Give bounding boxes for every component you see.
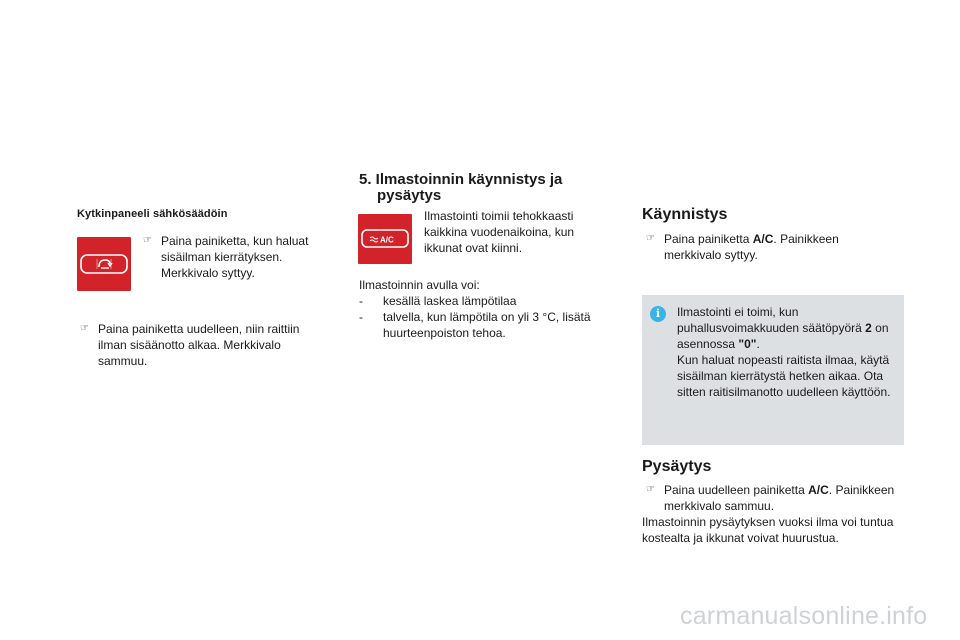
ac-button-label: A/C [380, 235, 394, 245]
stop-note: Ilmastoinnin pysäytyksen vuoksi ilma voi tuntua kostealta ja ikkunat voivat huurustua. [642, 515, 894, 545]
heading-start: Käynnistys [642, 206, 728, 223]
bullet-icon: ☞ [143, 235, 152, 246]
instruction-text: Paina uudelleen painiketta A/C. Painikkeen merkkivalo sammuu. [664, 483, 895, 513]
ac-use-item: - talvella, kun lämpötila on yli 3 °C, lisätä huurteenpoiston tehoa. [359, 310, 591, 340]
ac-button-icon [358, 214, 412, 264]
info-note-2: Kun haluat nopeasti raitista ilmaa, käytä sisäilman kierrätystä hetken aikaa. Ota sitten raitisilmanotto uudelleen käyttöön. [677, 353, 891, 399]
instruction-stop [646, 482, 908, 514]
bullet-icon: ☞ [646, 233, 655, 244]
heading-stop: Pysäytys [642, 458, 712, 475]
watermark: carmanualsonline.info [680, 602, 928, 630]
section-title-line1: 5. Ilmastoinnin käynnistys ja [359, 171, 563, 188]
section-title-line2: pysäytys [377, 187, 442, 204]
ac-button-image [358, 214, 412, 264]
instruction-text: Paina painiketta A/C. Painikkeen merkkivalo syttyy. [664, 232, 839, 262]
info-icon: i [650, 306, 666, 322]
instruction-recirculation-off [80, 321, 320, 369]
recirculation-icon [77, 237, 131, 291]
recirculation-button-image [77, 237, 131, 291]
instruction-text: Paina painiketta uudelleen, niin raittiin ilman sisäänotto alkaa. Merkkivalo sammuu. [98, 322, 300, 368]
instruction-start [646, 231, 896, 263]
instruction-recirculation-on [143, 233, 323, 281]
section-heading-switch-panel: Kytkinpaneeli sähkösäädöin [77, 208, 228, 220]
ac-uses-block [359, 277, 609, 341]
info-note-1: Ilmastointi ei toimi, kun puhallusvoimakkuuden säätöpyörä 2 on asennossa "0". [677, 305, 889, 351]
ac-intro-text: Ilmastointi toimii tehokkaasti kaikkina vuodenaikoina, kun ikkunat ovat kiinni. [424, 209, 575, 255]
section-title-ac [359, 172, 609, 204]
bullet-icon: ☞ [80, 323, 89, 334]
ac-uses-heading: Ilmastoinnin avulla voi: [359, 278, 480, 292]
bullet-icon: ☞ [646, 484, 655, 495]
instruction-text: Paina painiketta, kun haluat sisäilman kierrätyksen. Merkkivalo syttyy. [161, 234, 309, 280]
info-text [677, 304, 899, 400]
ac-use-item: - kesällä laskea lämpötilaa [359, 294, 517, 308]
